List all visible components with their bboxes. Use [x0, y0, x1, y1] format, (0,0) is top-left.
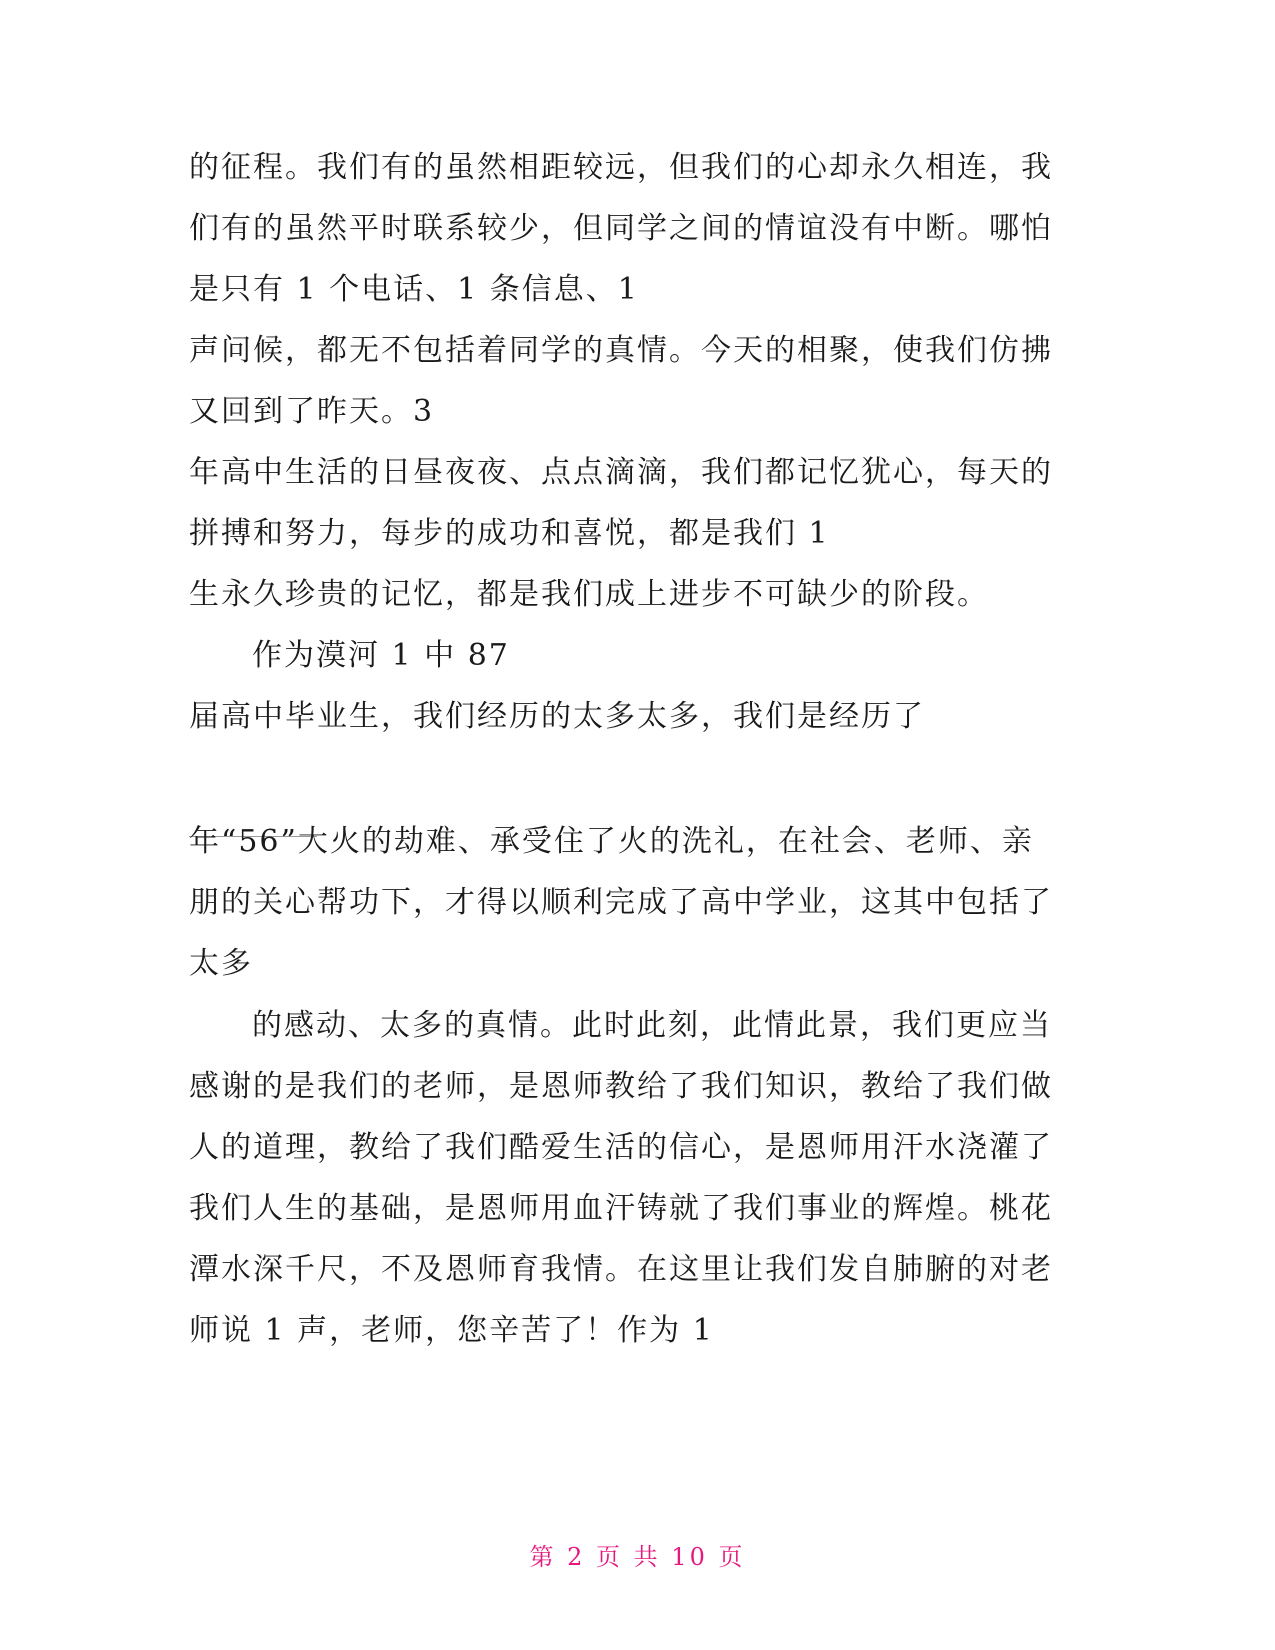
text-line-indented: 的感动、太多的真情。此时此刻，此情此景，我们更应当 [252, 1008, 1052, 1043]
text-line: 我们人生的基础，是恩师用血汗铸就了我们事业的辉煌。桃花 [189, 1191, 1053, 1226]
text-line: 太多 [189, 946, 253, 981]
text-line: 年高中生活的日昼夜夜、点点滴滴，我们都记忆犹心，每天的 [189, 455, 1053, 490]
text-line: 届高中毕业生，我们经历的太多太多，我们是经历了 [189, 699, 925, 734]
text-line: 们有的虽然平时联系较少，但同学之间的情谊没有中断。哪怕 [189, 211, 1053, 246]
text-line: 声问候，都无不包括着同学的真情。今天的相聚，使我们仿拂 [189, 333, 1053, 368]
text-line: 又回到了昨天。3 [189, 394, 435, 429]
text-line: 的征程。我们有的虽然相距较远，但我们的心却永久相连，我 [189, 150, 1053, 185]
text-line: 感谢的是我们的老师，是恩师教给了我们知识，教给了我们做 [189, 1069, 1053, 1104]
text-line: 年“56”大火的劫难、承受住了火的洗礼，在社会、老师、亲 [189, 824, 1034, 859]
text-line: 师说 1 声，老师，您辛苦了！作为 1 [189, 1313, 714, 1348]
text-line-indented: 作为漠河 1 中 87 [252, 638, 510, 673]
text-line: 朋的关心帮功下，才得以顺利完成了高中学业，这其中包括了 [189, 885, 1053, 920]
text-line: 生永久珍贵的记忆，都是我们成上进步不可缺少的阶段。 [189, 577, 989, 612]
text-line: 潭水深千尺，不及恩师育我情。在这里让我们发自肺腑的对老 [189, 1252, 1053, 1287]
page-number-footer: 第 2 页 共 10 页 [529, 1543, 746, 1571]
text-line: 人的道理，教给了我们酷爱生活的信心，是恩师用汗水浇灌了 [189, 1130, 1053, 1165]
text-line: 拼搏和努力，每步的成功和喜悦，都是我们 1 [189, 516, 830, 551]
text-line: 是只有 1 个电话、1 条信息、1 [189, 272, 639, 307]
